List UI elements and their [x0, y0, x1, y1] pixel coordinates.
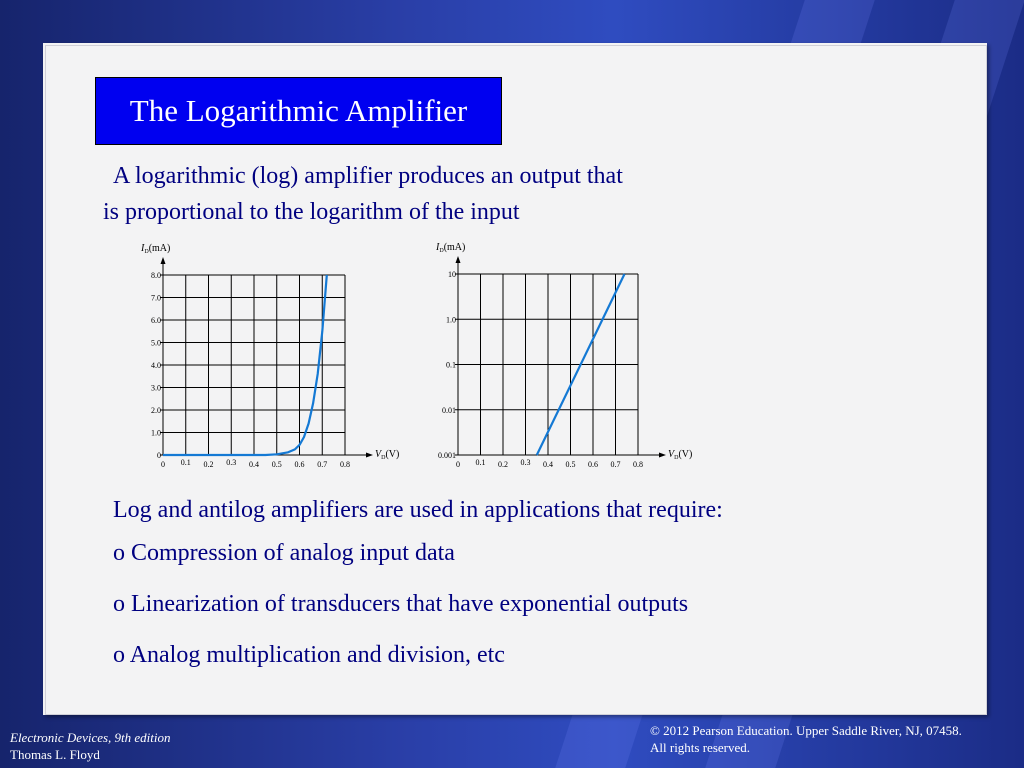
- bullet-marker: o: [113, 540, 125, 566]
- x-tick-label: 0.1: [475, 458, 486, 467]
- x-tick-label: 0.6: [294, 460, 305, 469]
- bullet-item: [113, 579, 913, 630]
- y-tick-label: 10: [448, 270, 456, 279]
- y-axis-arrowhead: [456, 256, 461, 263]
- x-tick-label: 0.3: [520, 458, 531, 467]
- y-tick-label: 1.0: [151, 428, 161, 438]
- x-axis-label: $V_D(V)$: [668, 449, 693, 461]
- x-tick-label: 0.8: [340, 460, 350, 469]
- slide-title-text: The Logarithmic Amplifier: [129, 93, 468, 128]
- bullet-lead: Log and antilog amplifiers are used in applications that require:: [113, 497, 723, 523]
- footer-copyright-line: © 2012 Pearson Education. Upper Saddle River, NJ, 07458.: [650, 723, 962, 738]
- y-tick-label: 5.0: [151, 338, 161, 348]
- x-tick-label: 0.4: [543, 460, 553, 469]
- x-tick-label: 0.2: [498, 460, 508, 469]
- y-tick-label: 3.0: [151, 383, 161, 393]
- x-tick-label: 0.7: [317, 460, 328, 469]
- y-tick-label: 0.001: [438, 451, 456, 460]
- bullet-text: Compression of analog input data: [131, 540, 455, 566]
- x-tick-label: 0.1: [180, 458, 191, 467]
- x-tick-label: 0.4: [249, 460, 259, 469]
- x-tick-label: 0.5: [271, 460, 282, 469]
- intro-line-1: A logarithmic (log) amplifier produces an output that: [113, 163, 623, 189]
- y-tick-label: 6.0: [151, 316, 161, 325]
- footer-author: Thomas L. Floyd: [10, 747, 100, 762]
- y-tick-label: 0.1: [446, 360, 456, 370]
- y-tick-label: 2.0: [151, 406, 161, 415]
- y-tick-label: 4.0: [151, 361, 161, 370]
- footer-book-title: Electronic Devices, 9th edition: [10, 730, 171, 745]
- footer-copyright: [650, 722, 962, 756]
- y-tick-label: 1.0: [446, 315, 456, 325]
- x-tick-label: 0.2: [203, 460, 214, 469]
- y-tick-label: 8.0: [151, 271, 161, 280]
- y-axis-label: $I_D(mA)$: [436, 242, 466, 254]
- x-tick-label: 0.5: [565, 460, 576, 469]
- bullet-item: [113, 630, 913, 681]
- bullet-section: [113, 492, 913, 681]
- bullet-text: Linearization of transducers that have exponential outputs: [131, 591, 689, 617]
- bullet-text: Analog multiplication and division, etc: [129, 642, 505, 668]
- y-axis-label: $I_D(mA)$: [141, 243, 171, 255]
- footer-book-info: [10, 729, 171, 763]
- bullet-item: [113, 528, 913, 579]
- x-tick-label: 0.3: [226, 458, 237, 467]
- x-tick-label: 0.8: [633, 460, 643, 469]
- x-tick-label: 0.7: [610, 460, 621, 469]
- y-tick-label: 7.0: [151, 293, 161, 303]
- x-axis-arrowhead: [659, 453, 666, 458]
- bullet-marker: o: [113, 591, 125, 617]
- x-tick-label: 0: [456, 460, 460, 469]
- y-tick-label: 0: [157, 451, 161, 460]
- y-tick-label: 0.01: [442, 405, 456, 415]
- footer-rights-line: All rights reserved.: [650, 740, 751, 755]
- intro-line-2: is proportional to the logarithm of the input: [103, 199, 520, 225]
- x-axis-label: $V_D(V)$: [375, 449, 400, 461]
- x-tick-label: 0.6: [588, 460, 598, 469]
- bullet-marker: o: [113, 642, 125, 668]
- x-tick-label: 0: [161, 460, 165, 469]
